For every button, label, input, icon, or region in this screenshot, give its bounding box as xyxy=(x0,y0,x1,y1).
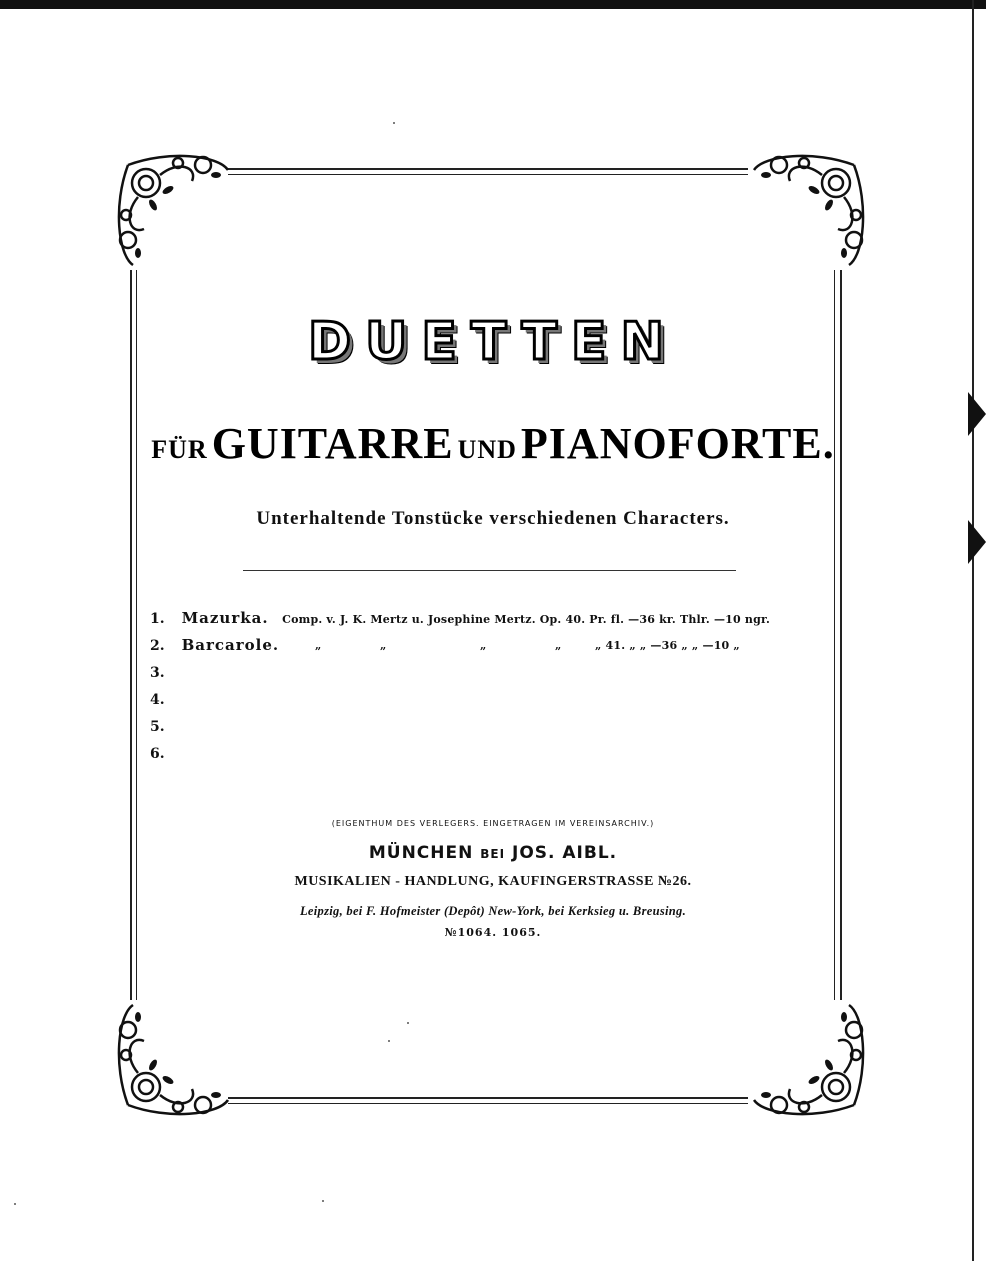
plate-numbers: №1064. 1065. xyxy=(444,926,542,939)
ditto-mark: „ xyxy=(315,639,322,652)
subtitle xyxy=(0,418,986,469)
piece-number: 2. xyxy=(150,638,165,654)
scan-speck xyxy=(393,122,395,124)
border-rule-bottom-inner xyxy=(228,1103,748,1104)
piece-name: Barcarole. xyxy=(181,636,280,654)
piece-number: 5. xyxy=(150,719,165,735)
list-item xyxy=(150,635,850,662)
piece-number: 1. xyxy=(150,611,165,627)
border-rule-top xyxy=(228,168,748,170)
publisher-bei: BEI xyxy=(480,847,506,861)
scan-speck xyxy=(322,1200,324,1202)
publisher-name: JOS. AIBL. xyxy=(512,843,618,863)
piece-detail: Comp. v. J. K. Mertz u. Josephine Mertz. Op. 40. Pr. fl. —36 kr. Thlr. —10 ngr. xyxy=(282,613,771,626)
piece-detail: „ 41. „ „ —36 „ „ —10 „ xyxy=(595,639,740,652)
scan-speck xyxy=(388,1040,390,1042)
subtitle-fur: FÜR xyxy=(151,435,208,464)
piece-number: 4. xyxy=(150,692,165,708)
list-item xyxy=(150,608,850,635)
agents-line: Leipzig, bei F. Hofmeister (Depôt) New-York, bei Kerksieg u. Breusing. xyxy=(299,904,687,918)
divider-rule xyxy=(243,570,736,571)
subtitle-und: UND xyxy=(457,435,517,464)
corner-ornament-top-right xyxy=(744,145,874,275)
subtitle-guitar: GUITARRE xyxy=(211,419,454,468)
border-rule-bottom xyxy=(228,1097,748,1099)
scan-right-edge xyxy=(972,0,974,1261)
publisher-address: MUSIKALIEN - HANDLUNG, KAUFINGERSTRASSE №26. xyxy=(294,874,692,889)
border-rule-left-inner xyxy=(136,270,137,1000)
ditto-mark: „ xyxy=(555,639,562,652)
list-item xyxy=(150,689,850,716)
copyright-note: (EIGENTHUM DES VERLEGERS. EINGETRAGEN IM VEREINSARCHIV.) xyxy=(331,819,655,828)
piece-name: Mazurka. xyxy=(181,609,269,627)
scan-speck xyxy=(407,1022,409,1024)
list-item xyxy=(150,743,850,770)
piece-list xyxy=(150,608,850,770)
publisher-city: MÜNCHEN xyxy=(368,843,474,863)
corner-ornament-bottom-left xyxy=(108,995,238,1125)
corner-ornament-top-left xyxy=(108,145,238,275)
border-rule-top-inner xyxy=(228,174,748,175)
list-item xyxy=(150,662,850,689)
piece-number: 6. xyxy=(150,746,165,762)
ditto-mark: „ xyxy=(380,639,387,652)
border-rule-left xyxy=(130,270,132,1000)
list-item xyxy=(150,716,850,743)
scan-top-edge xyxy=(0,0,986,9)
publisher-line xyxy=(0,843,986,863)
corner-ornament-bottom-right xyxy=(744,995,874,1125)
tagline: Unterhaltende Tonstücke verschiedenen Characters. xyxy=(256,508,730,529)
ditto-mark: „ xyxy=(480,639,487,652)
scan-speck xyxy=(14,1203,16,1205)
page-title: DUETTEN xyxy=(307,312,679,372)
subtitle-piano: PIANOFORTE. xyxy=(520,419,835,468)
piece-number: 3. xyxy=(150,665,165,681)
